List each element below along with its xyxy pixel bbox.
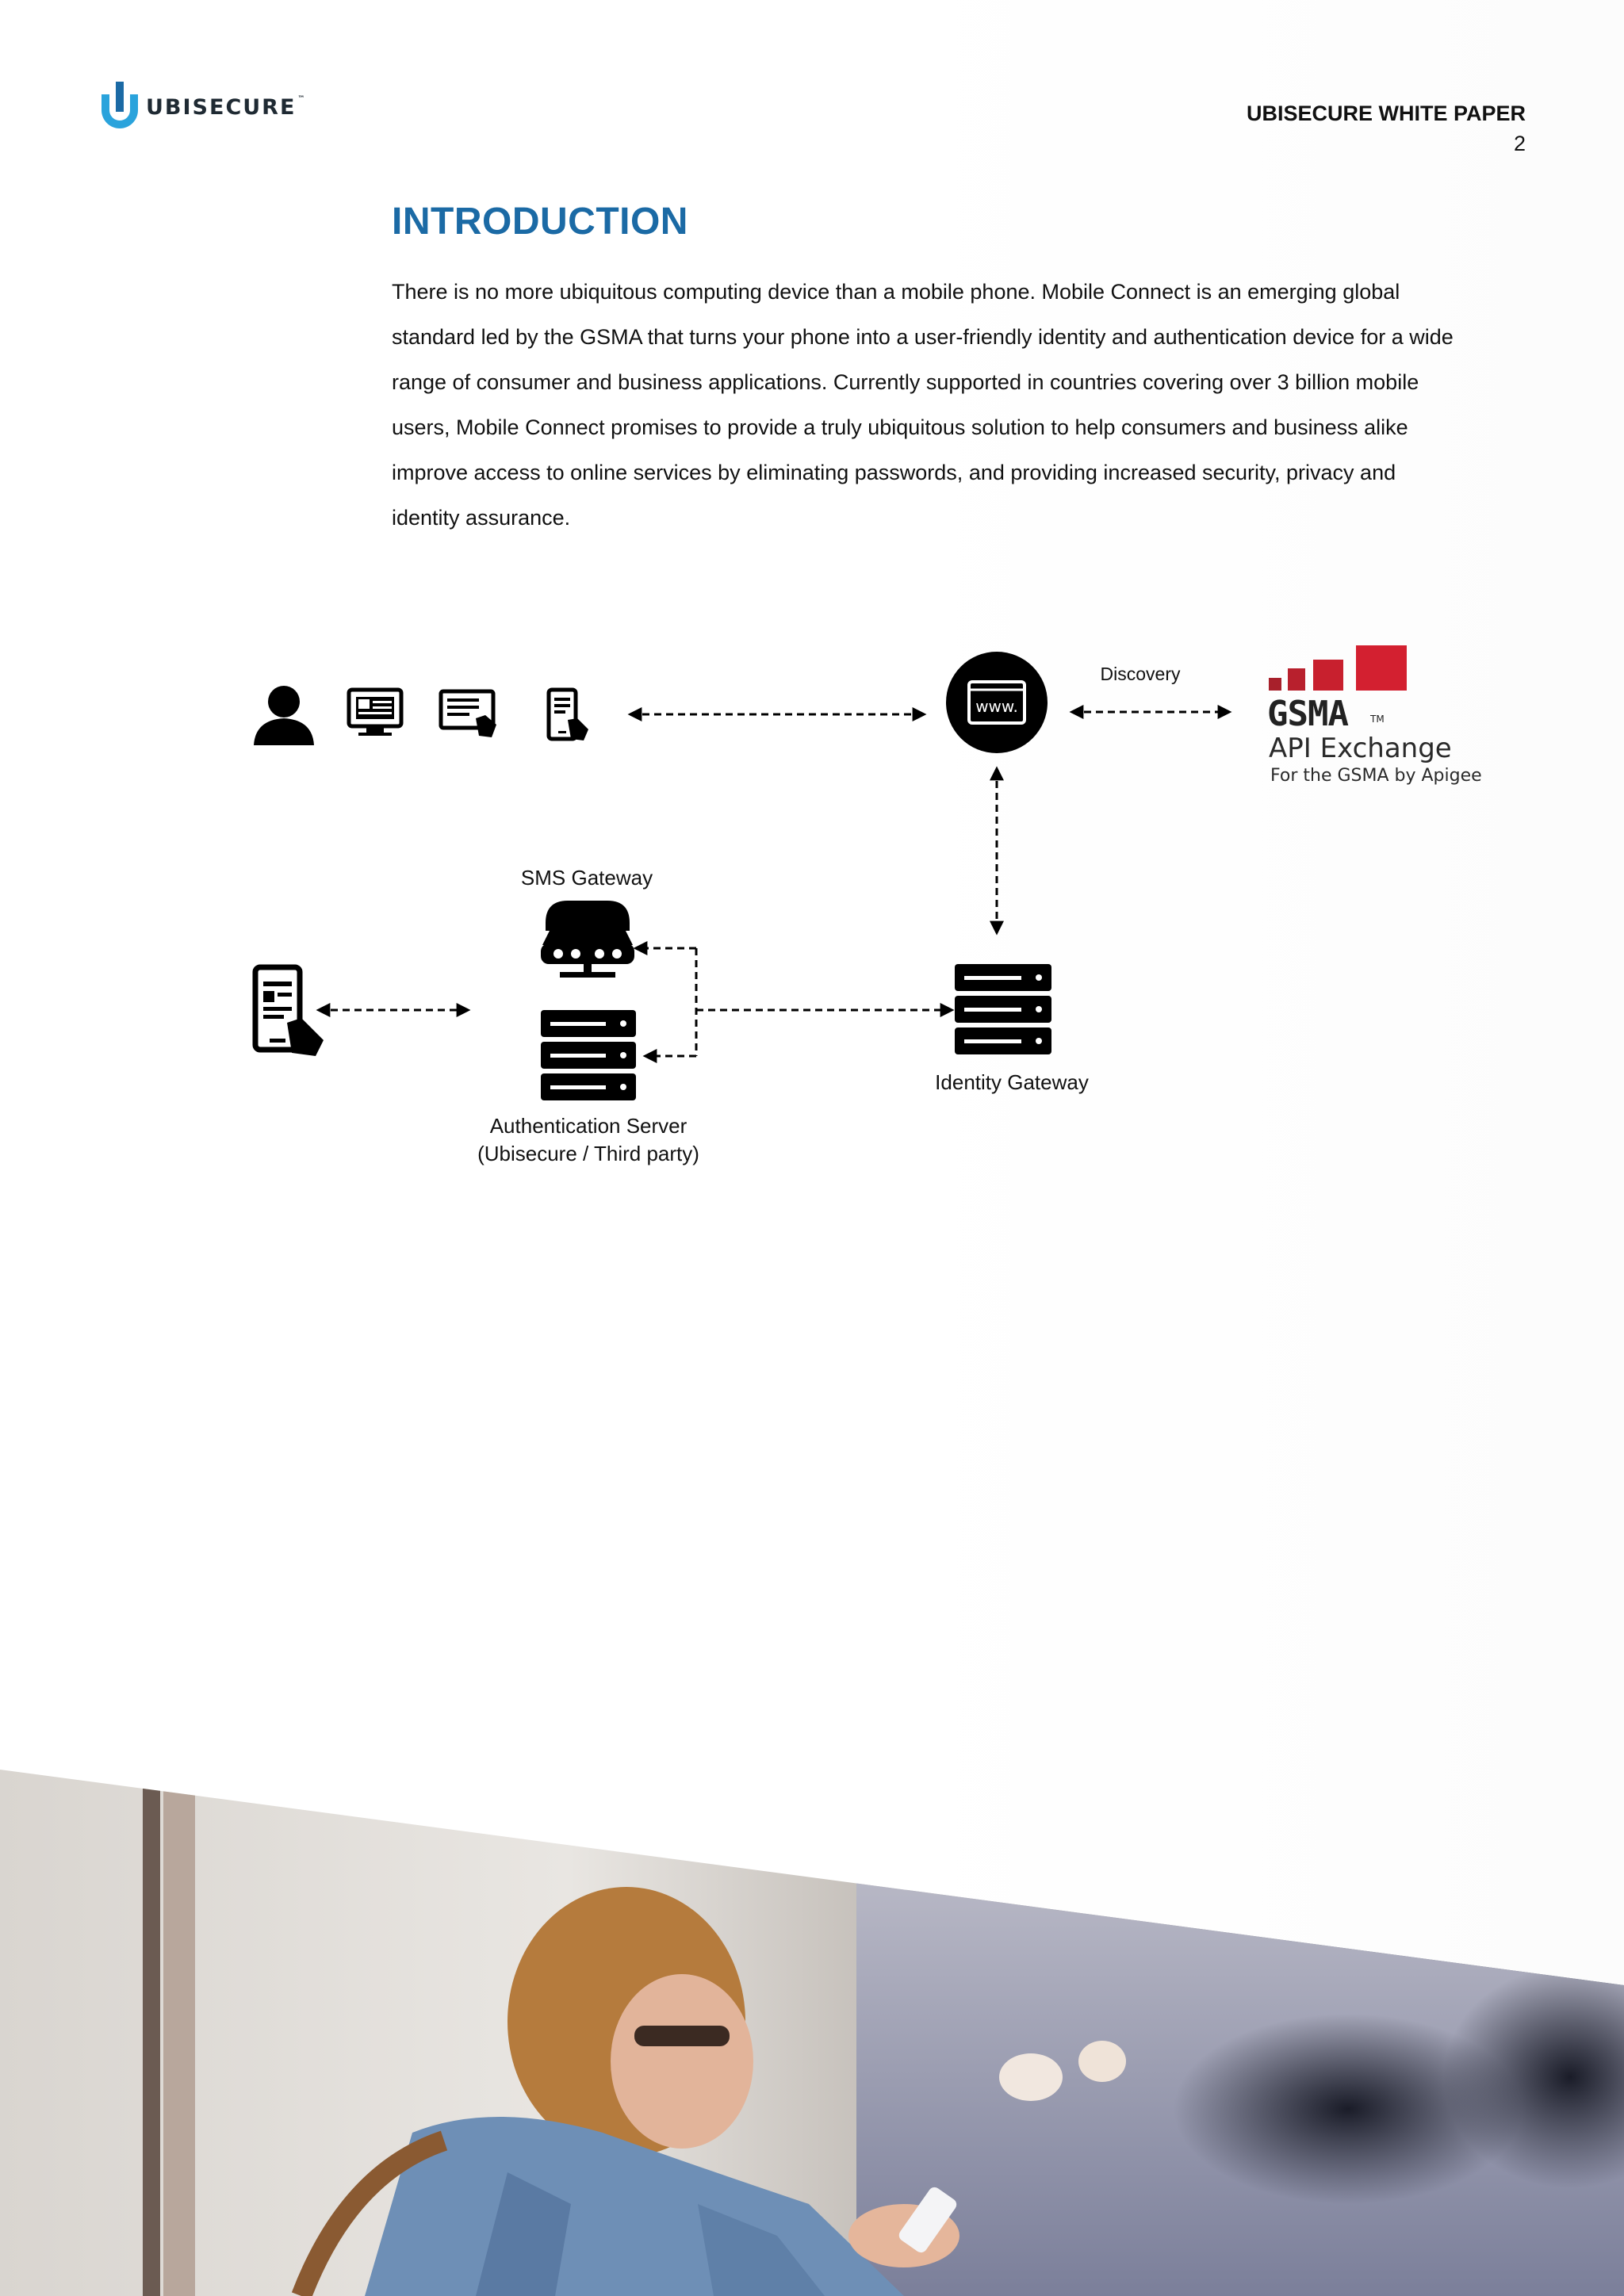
identity-gateway-server-icon xyxy=(955,964,1051,1054)
sms-gateway-label: SMS Gateway xyxy=(520,866,653,890)
identity-gateway-label: Identity Gateway xyxy=(935,1070,1089,1094)
mobile-phone-icon xyxy=(255,967,324,1056)
document-title: UBISECURE WHITE PAPER xyxy=(1246,101,1526,125)
person-icon xyxy=(254,686,314,745)
gsma-apigee-label: For the GSMA by Apigee xyxy=(1270,766,1482,786)
ubisecure-u-icon xyxy=(98,80,141,129)
section-heading: INTRODUCTION xyxy=(392,201,688,243)
auth-server-sublabel: (Ubisecure / Third party) xyxy=(477,1142,699,1165)
woman-using-phone-photo xyxy=(0,1760,1624,2296)
gsma-logo xyxy=(1267,645,1482,786)
svg-text:GSMA: GSMA xyxy=(1267,694,1348,734)
sms-gateway-phone-icon xyxy=(541,901,634,978)
logo-wordmark: UBISECURE ™ xyxy=(146,94,307,120)
authentication-server-icon xyxy=(541,1010,636,1100)
svg-text:TM: TM xyxy=(1370,714,1385,725)
page-number: 2 xyxy=(1513,132,1526,155)
discovery-label: Discovery xyxy=(1100,664,1181,684)
ubisecure-logo xyxy=(98,79,306,130)
intro-paragraph: There is no more ubiquitous computing device than a mobile phone. Mobile Connect is an emerging global standard led by the GSMA that turns your phone into a user-friendly identity and authentication device for a wide range of consumer and business applications. Currently supported in countries covering over 3 billion mobile users, Mobile Connect promises to provide a truly ubiquitous solution to help consumers and business alike improve access to online services by eliminating passwords, and providing increased security, privacy and identity assurance. xyxy=(392,280,1454,530)
smartphone-touch-icon xyxy=(549,690,588,740)
mobile-connect-diagram xyxy=(0,618,1624,1189)
website-icon xyxy=(946,652,1048,753)
tablet-touch-icon xyxy=(441,691,496,737)
desktop-computer-icon xyxy=(349,690,401,736)
svg-text:www.: www. xyxy=(975,697,1018,716)
auth-server-label: Authentication Server xyxy=(489,1114,688,1138)
gsma-api-exchange-label: API Exchange xyxy=(1269,733,1452,764)
